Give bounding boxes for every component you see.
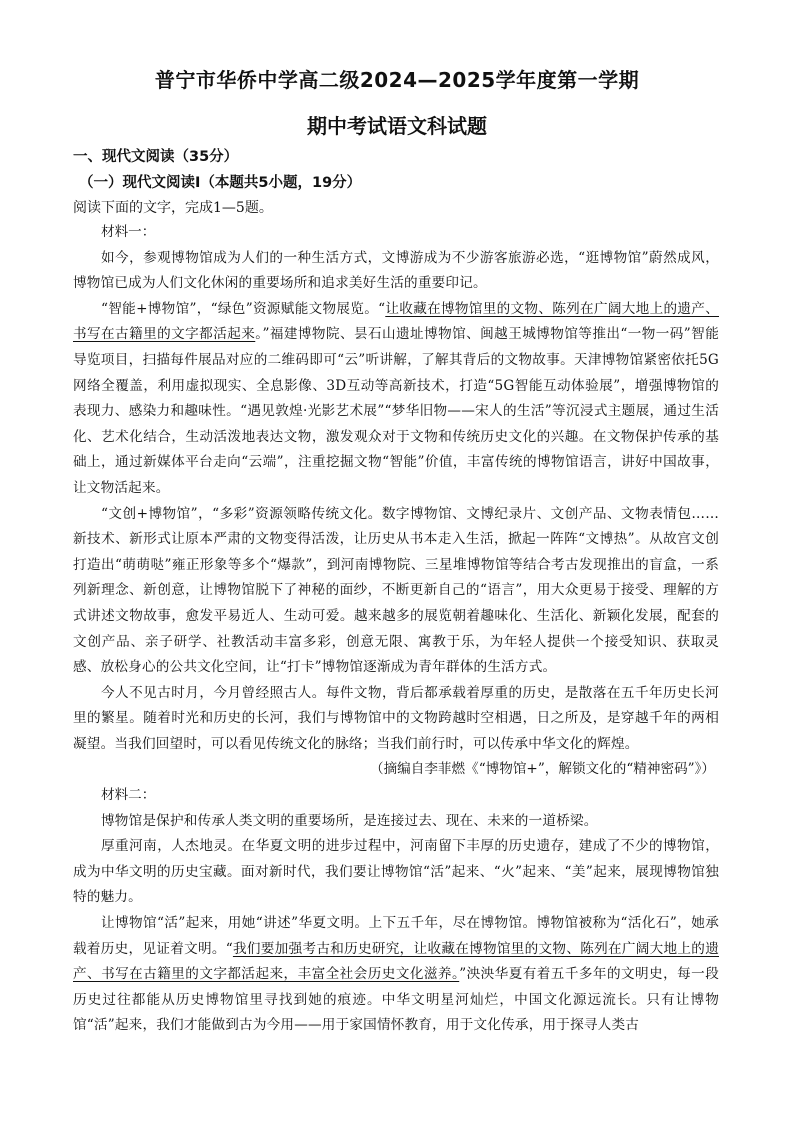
- exam-title-line2: 期中考试语文科试题: [307, 114, 487, 138]
- material2-paragraph3: [73, 911, 719, 1039]
- material1-source: （摘编自李菲燃《“博物馆+”，解锁文化的“精神密码”》）: [369, 761, 715, 778]
- section-heading: 一、现代文阅读（35分）: [73, 149, 239, 165]
- material2-p3-rest: ”泱泱华夏有着五千多年的文明史，每一段历史过往都能从历史博物馆里寻找到她的痕迹。中华文明星河灿烂，中国文化源远流长。只有让博物馆“活”起来，我们才能做到古为今用——用于家国情怀教育，用于文化传承，用于探寻人类古: [73, 966, 719, 1034]
- material1-label: 材料一：: [101, 224, 156, 240]
- material1-p2-start: “智能+博物馆”，“绿色”资源赋能文物展览。“: [101, 300, 386, 317]
- material1-paragraph3: “文创+博物馆”，“多彩”资源领略传统文化。数字博物馆、文博纪录片、文创产品、文物表情包……新技术、新形式让原本严肃的文物变得活泼，让历史从书本走入生活，掀起一阵阵“文博热”。从故宫文创打造出“萌萌哒”雍正形象等多个“爆款”，到河南博物院、三星堆博物馆等结合考古发现推出的盲盒，一系列新理念、新创意，让博物馆脱下了神秘的面纱，不断更新自己的“语言”，用大众更易于接受、理解的方式讲述文物故事，愈发平易近人、生动可爱。越来越多的展览朝着趣味化、生活化、新颖化发展，配套的文创产品、亲子研学、社教活动丰富多彩，创意无限、寓教于乐，为年轻人提供一个接受知识、获取灵感、放松身心的公共文化空间，让“打卡”博物馆逐渐成为青年群体的生活方式。: [73, 505, 719, 676]
- material2-p3-start: 让博物馆“活”起来，用她“讲述”华夏文明。上下五千年，尽在博物馆。博物馆被称为“活化石”，她承载着历史，见证着文明。“: [73, 915, 719, 957]
- exam-title-line1: 普宁市华侨中学高二级2024—2025学年度第一学期: [154, 68, 640, 92]
- subsection-heading: （一）现代文阅读Ⅰ（本题共5小题，19分）: [79, 175, 362, 191]
- material1-paragraph4: 今人不见古时月，今月曾经照古人。每件文物，背后都承载着厚重的历史，是散落在五千年历史长河里的繁星。随着时光和历史的长河，我们与博物馆中的文物跨越时空相遇，日之所及，是穿越千年的两相凝望。当我们回望时，可以看见传统文化的脉络；当我们前行时，可以传承中华文化的辉煌。: [73, 684, 719, 752]
- material2-label: 材料二：: [101, 787, 156, 804]
- material1-p2-rest: 。”福建博物院、昙石山遗址博物馆、闽越王城博物馆等推出“一物一码”智能导览项目，扫描每件展品对应的二维码即可“云”听讲解，了解其背后的文物故事。天津博物馆紧密依托5G网络全覆盖，利用虚拟现实、全息影像、3D互动等高新技术，打造“5G智能互动体验展”，增强博物馆的表现力、感染力和趣味性。“遇见敦煌·光影艺术展”“梦华旧物——宋人的生活”等沉浸式主题展，通过生活化、艺术化结合，生动活泼地表达文物，激发观众对于文物和传统历史文化的兴趣。在文物保护传承的基础上，通过新媒体平台走向“云端”，注重挖掘文物“智能”价值，丰富传统的博物馆语言，讲好中国故事，让文物活起来。: [73, 326, 719, 496]
- exam-content: [73, 144, 719, 1039]
- material1-paragraph2: [73, 297, 719, 502]
- material2-p3-underlined: 我们要加强考古和历史研究，让收藏在博物馆里的文物、陈列在广阔大地上的遗产、书写在古籍里的文字都活起来，丰富全社会历史文化滋养。: [73, 940, 719, 983]
- material2-paragraph1: 博物馆是保护和传承人类文明的重要场所，是连接过去、现在、未来的一道桥梁。: [101, 812, 598, 829]
- material1-p2-underlined: 让收藏在博物馆里的文物、陈列在广阔大地上的遗产、书写在古籍里的文字都活起来: [73, 300, 719, 343]
- reading-instruction: 阅读下面的文字，完成1—5题。: [73, 200, 273, 216]
- material1-paragraph1: 如今，参观博物馆成为人们的一种生活方式，文博游成为不少游客旅游必选，“逛博物馆”蔚然成风，博物馆已成为人们文化休闲的重要场所和追求美好生活的重要印记。: [73, 249, 719, 292]
- material2-paragraph2: 厚重河南，人杰地灵。在华夏文明的进步过程中，河南留下丰厚的历史遗存，建成了不少的博物馆，成为中华文明的历史宝藏。面对新时代，我们要让博物馆“活”起来、“火”起来、“美”起来，展现博物馆独特的魅力。: [73, 838, 719, 906]
